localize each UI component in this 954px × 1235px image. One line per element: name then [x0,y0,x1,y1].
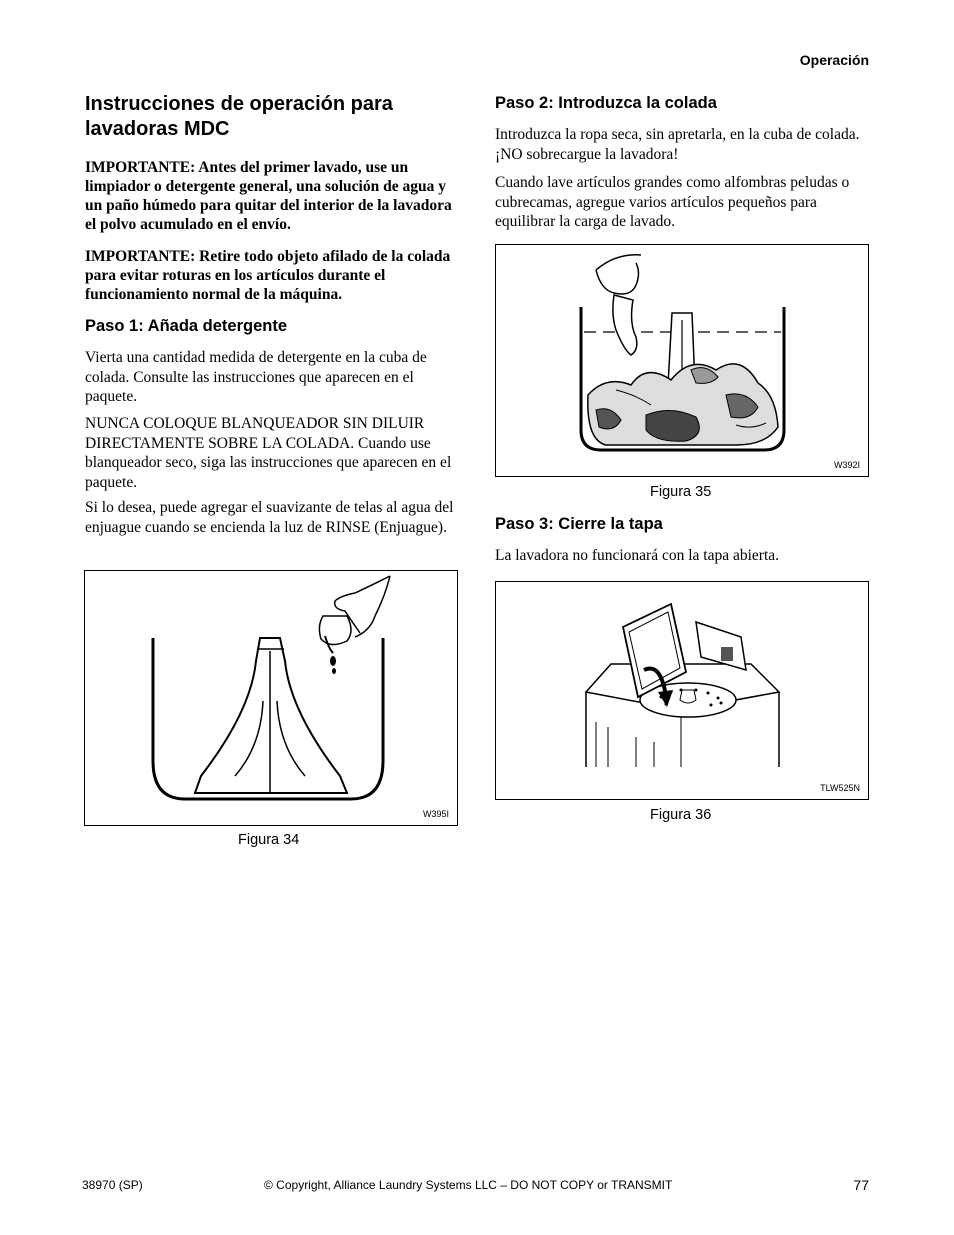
step2-heading: Paso 2: Introduzca la colada [495,94,717,112]
footer-copyright: © Copyright, Alliance Laundry Systems LLC – DO NOT COPY or TRANSMIT [264,1178,673,1192]
step1-paragraph-3: Si lo desea, puede agregar el suavizante de telas al agua del enjuague cuando se encienda la luz de RINSE (Enjuague). [85,499,454,536]
step2-paragraph-2: Cuando lave artículos grandes como alfombras peludas o cubrecamas, agregue varios artículos pequeños para equilibrar la carga de lavado. [495,174,850,230]
closing-lid-drawing [496,582,868,799]
running-header: Operación [799,52,869,68]
footer-doc-number: 38970 (SP) [82,1178,143,1192]
important-note-2: IMPORTANTE: Retire todo objeto afilado de la colada para evitar roturas en los artículos durante el funcionamiento normal de la máquina. [85,248,451,303]
important-note-1: IMPORTANTE: Antes del primer lavado, use un limpiador o detergente general, una solución de agua y un paño húmedo para quitar del interior de la lavadora el polvo acumulado en el envío. [85,159,452,233]
step1-paragraph-2: NUNCA COLOQUE BLANQUEADOR SIN DILUIR DIRECTAMENTE SOBRE LA COLADA. Cuando use blanqueador seco, siga las instrucciones que aparecen en el paquete. [85,415,452,491]
detergent-pour-drawing [85,571,457,825]
step2-paragraph-1: Introduzca la ropa seca, sin apretarla, en la cuba de colada. ¡NO sobrecargue la lavadora! [495,126,860,163]
page-title: Instrucciones de operación para lavadoras MDC [85,93,393,140]
step3-heading: Paso 3: Cierre la tapa [495,515,663,533]
step3-paragraph-1: La lavadora no funcionará con la tapa abierta. [495,547,780,564]
figure-35-id: W392I [833,460,860,470]
laundry-load-drawing [496,245,868,476]
step1-paragraph-1: Vierta una cantidad medida de detergente en la cuba de colada. Consulte las instrucciones que aparecen en el paquete. [85,349,427,405]
figure-34-detergent-illustration [84,570,458,826]
step1-heading: Paso 1: Añada detergente [85,317,288,335]
figure-35-caption: Figura 35 [650,484,712,500]
figure-34-caption: Figura 34 [238,832,300,848]
figure-36-lid-illustration [495,581,869,800]
footer-page-number: 77 [853,1177,869,1193]
figure-34-id: W395I [422,809,449,819]
figure-36-id: TLW525N [820,783,860,793]
figure-35-load-illustration [495,244,869,477]
figure-36-caption: Figura 36 [650,807,712,823]
